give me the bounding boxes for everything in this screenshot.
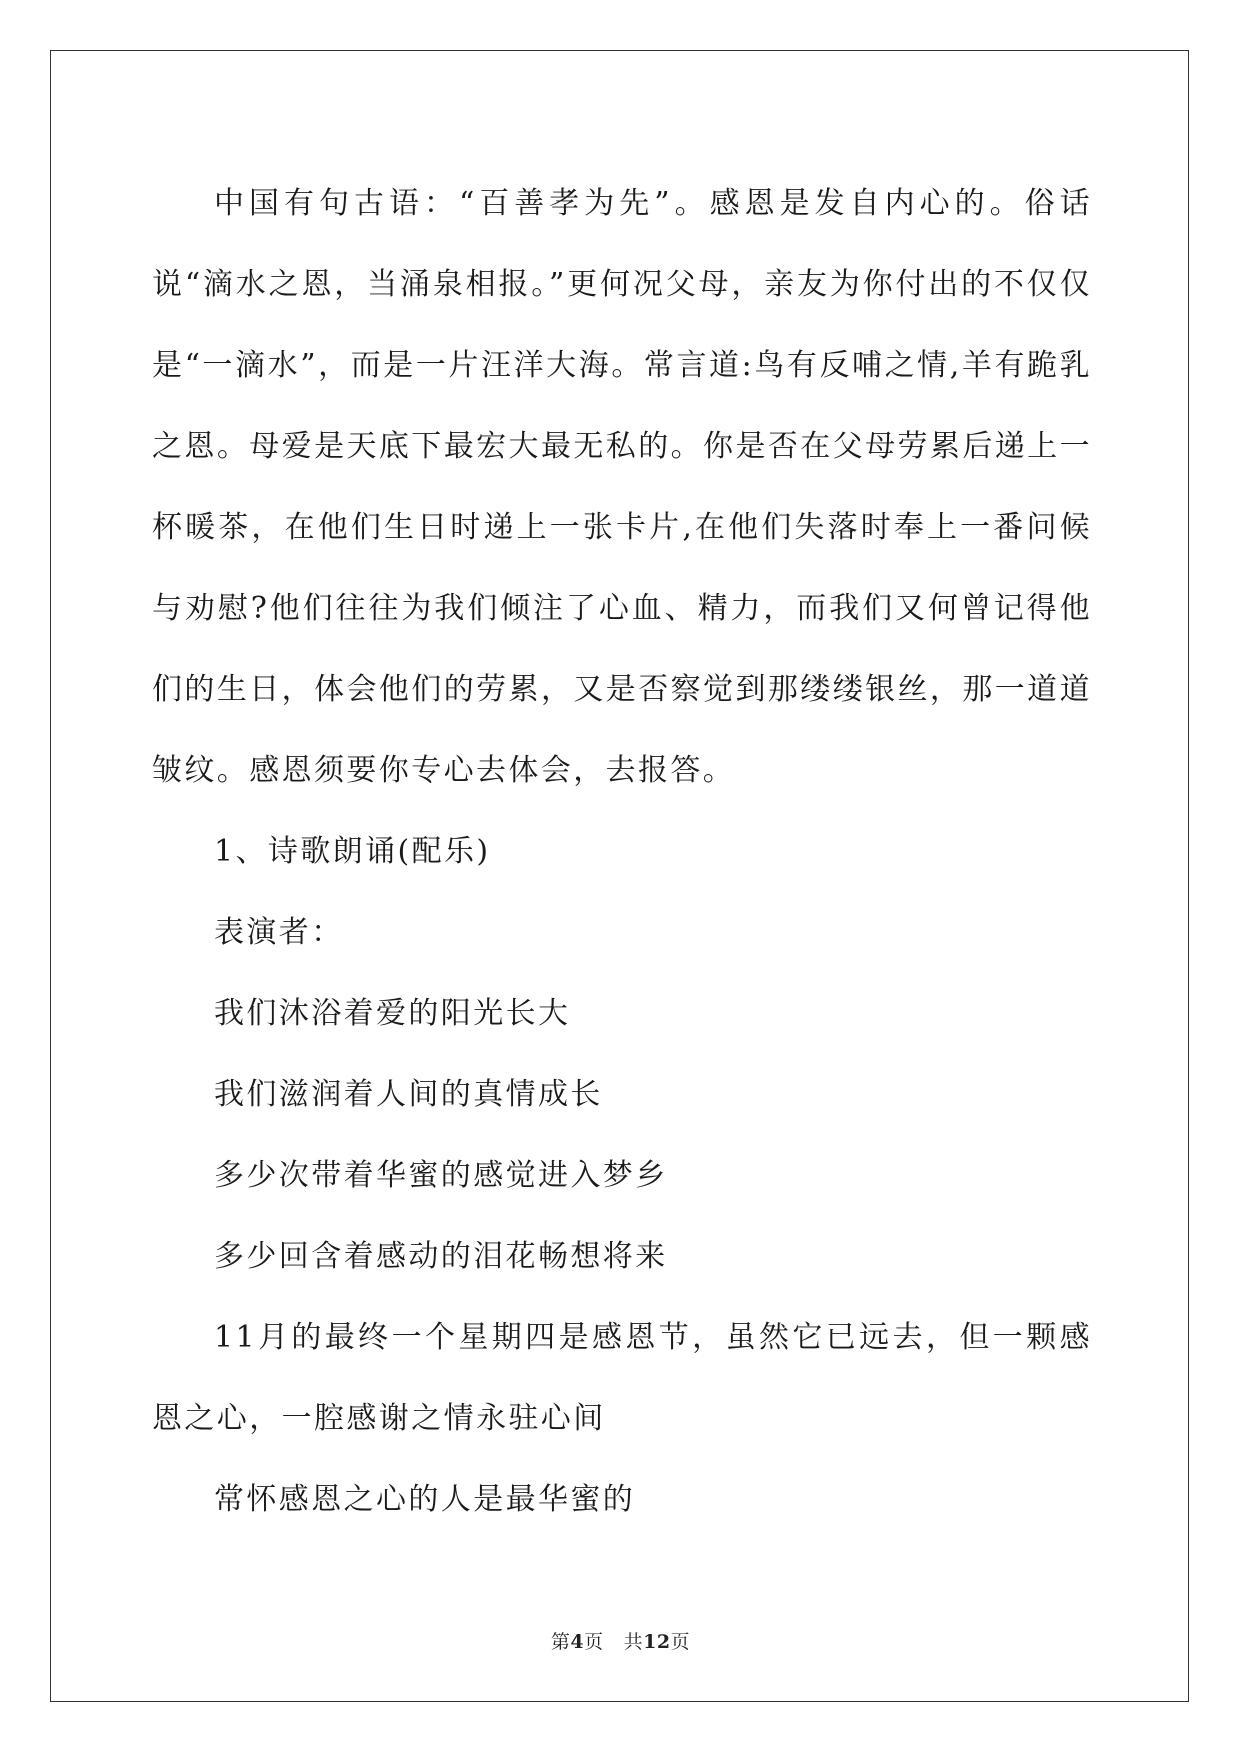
paragraph-thanksgiving: 11月的最终一个星期四是感恩节，虽然它已远去，但一颗感恩之心，一腔感谢之情永驻心间 — [152, 1320, 1092, 1436]
paragraph-performer: 表演者： — [214, 915, 344, 950]
page-footer — [0, 1627, 1241, 1654]
page-prefix: 第 — [550, 1631, 571, 1653]
poem-line-1: 我们沐浴着爱的阳光长大 — [214, 996, 571, 1031]
document-body — [152, 163, 1092, 1540]
total-suffix: 页 — [670, 1631, 691, 1653]
poem-line-4: 多少回含着感动的泪花畅想将来 — [214, 1239, 668, 1274]
page-number: 4 — [570, 1631, 585, 1653]
paragraph-closing: 常怀感恩之心的人是最华蜜的 — [214, 1482, 636, 1517]
paragraph-program-item: 1、诗歌朗诵(配乐) — [214, 834, 491, 869]
page-suffix: 页 — [584, 1631, 604, 1653]
paragraph-gratitude-intro: 中国有句古语：“百善孝为先”。感恩是发自内心的。俗话说“滴水之恩，当涌泉相报。”更何况父母，亲友为你付出的不仅仅是“一滴水”，而是一片汪洋大海。常言道:鸟有反哺之情,羊有跪乳之恩。母爱是天底下最宏大最无私的。你是否在父母劳累后递上一杯暖茶，在他们生日时递上一张卡片,在他们失落时奉上一番问候与劝慰?他们往往为我们倾注了心血、精力，而我们又何曾记得他们的生日，体会他们的劳累，又是否察觉到那缕缕银丝，那一道道皱纹。感恩须要你专心去体会，去报答。 — [152, 186, 1092, 788]
total-pages: 12 — [643, 1631, 671, 1653]
poem-line-3: 多少次带着华蜜的感觉进入梦乡 — [214, 1158, 668, 1193]
total-prefix: 共 — [623, 1631, 644, 1653]
poem-line-2: 我们滋润着人间的真情成长 — [214, 1077, 603, 1112]
